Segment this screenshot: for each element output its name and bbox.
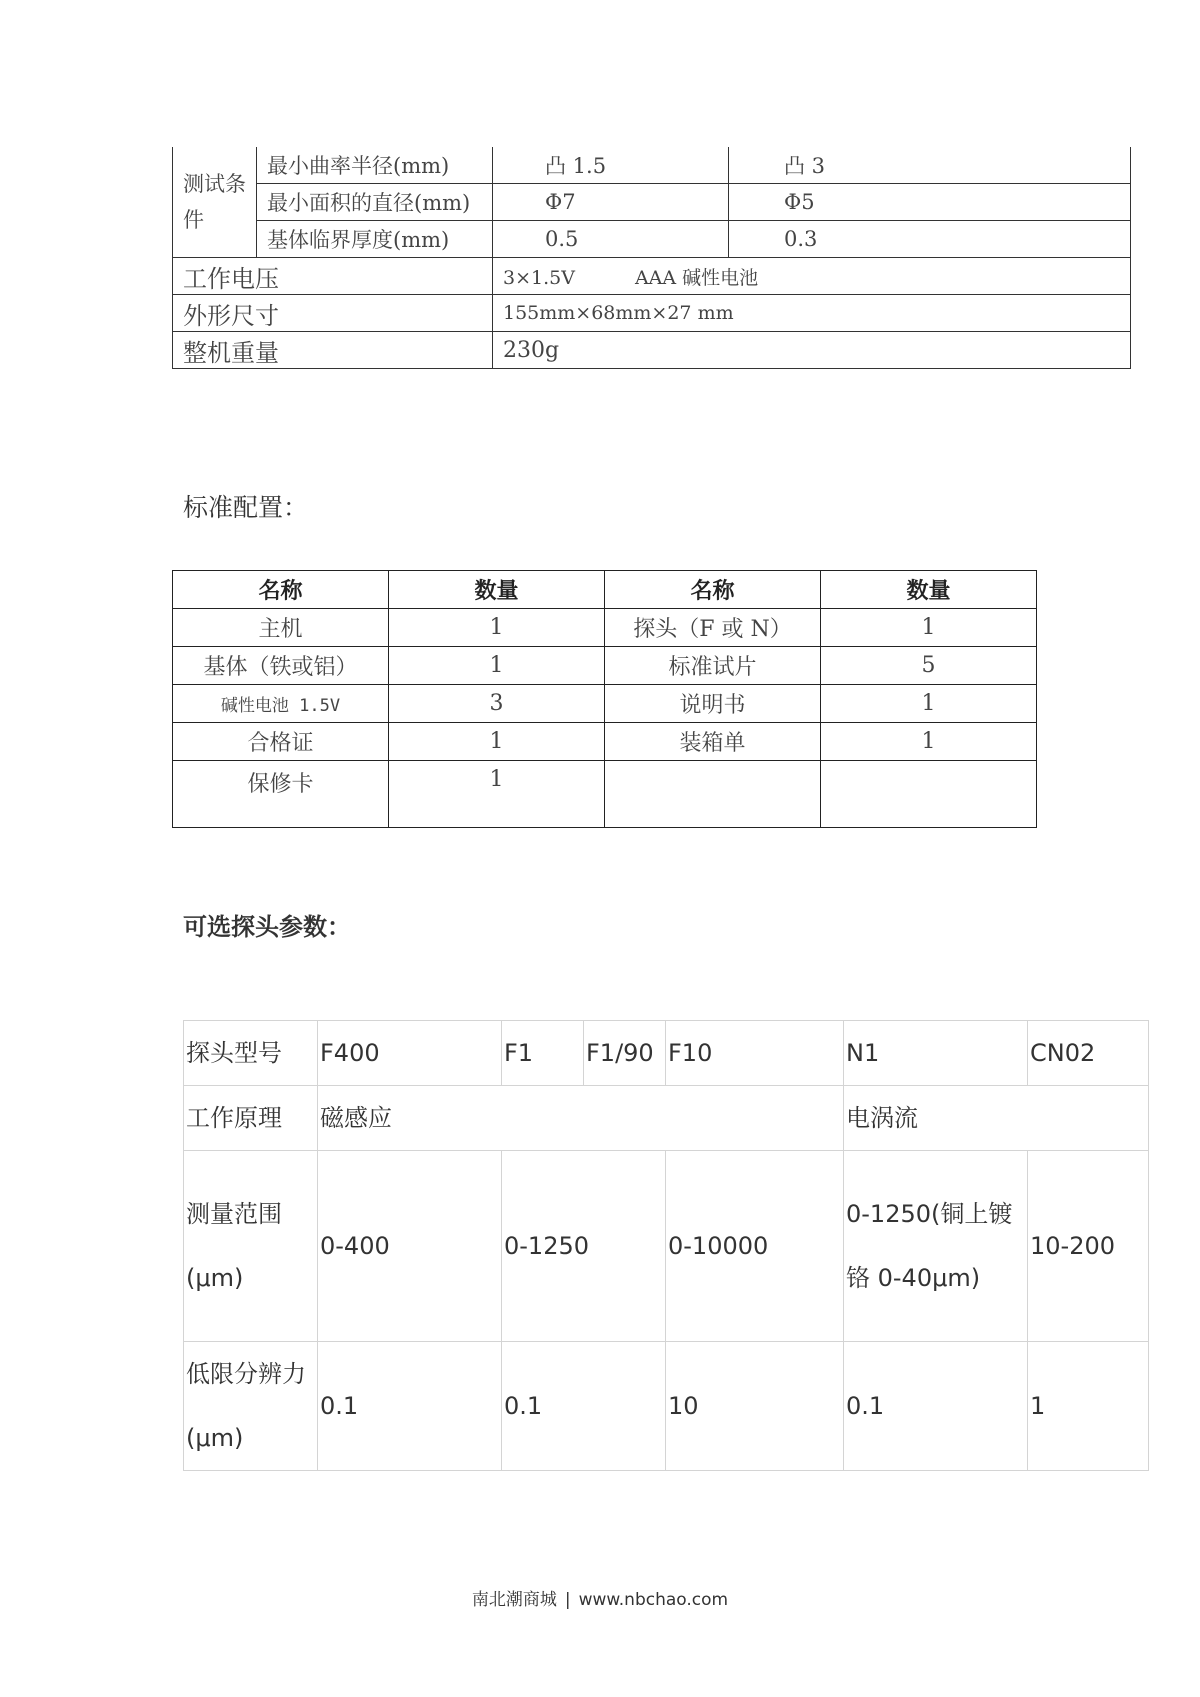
range-value: 0-1250(铜上镀铬 0-40μm)	[844, 1151, 1028, 1342]
item-name: 基体（铁或铝）	[173, 647, 389, 685]
resolution-value: 0.1	[502, 1342, 666, 1471]
spec-value: Φ7	[493, 184, 729, 221]
range-value: 0-400	[318, 1151, 502, 1342]
resolution-value: 0.1	[318, 1342, 502, 1471]
range-value: 0-1250	[502, 1151, 666, 1342]
table-row	[184, 1151, 1149, 1342]
table-row	[184, 1021, 1149, 1086]
footer-site-name: 南北潮商城	[471, 1590, 557, 1610]
item-name: 保修卡	[173, 761, 389, 828]
item-qty: 5	[821, 647, 1037, 685]
item-name: 主机	[173, 609, 389, 647]
table-row	[173, 723, 1037, 761]
probe-params-table	[183, 1020, 1149, 1471]
table-row	[173, 258, 1131, 295]
footer-separator: |	[564, 1590, 571, 1610]
weight-value: 230g	[493, 332, 1131, 369]
range-label: 测量范围(μm)	[184, 1151, 318, 1342]
item-qty: 1	[389, 609, 605, 647]
voltage-value	[493, 258, 1131, 295]
table-row	[173, 685, 1037, 723]
probe-params-heading: 可选探头参数：	[183, 913, 351, 941]
table-row	[173, 147, 1131, 184]
item-name	[605, 761, 821, 828]
table-row	[173, 609, 1037, 647]
item-name: 合格证	[173, 723, 389, 761]
table-row	[184, 1086, 1149, 1151]
spec-value: 凸 3	[729, 147, 1131, 184]
column-header: 数量	[821, 571, 1037, 609]
spec-table	[172, 147, 1131, 369]
item-qty	[821, 761, 1037, 828]
footer	[0, 1585, 1200, 1610]
probe-model: F1/90	[584, 1021, 666, 1086]
range-value: 10-200	[1028, 1151, 1149, 1342]
item-qty: 1	[821, 609, 1037, 647]
item-name: 说明书	[605, 685, 821, 723]
table-header-row	[173, 571, 1037, 609]
column-header: 名称	[605, 571, 821, 609]
item-qty: 1	[389, 723, 605, 761]
voltage-label: 工作电压	[173, 258, 493, 295]
model-label: 探头型号	[184, 1021, 318, 1086]
resolution-label: 低限分辨力(μm)	[184, 1342, 318, 1471]
item-name: 标准试片	[605, 647, 821, 685]
voltage-battery-text: AAA 碱性电池	[634, 266, 759, 289]
spec-value: 凸 1.5	[493, 147, 729, 184]
voltage-value-text: 3×1.5V	[503, 266, 575, 289]
item-qty: 1	[389, 647, 605, 685]
column-header: 数量	[389, 571, 605, 609]
table-row	[173, 332, 1131, 369]
item-name: 探头（F 或 N）	[605, 609, 821, 647]
standard-config-table	[172, 570, 1037, 828]
item-qty: 1	[821, 685, 1037, 723]
spec-value: 0.3	[729, 221, 1131, 258]
item-qty: 1	[389, 761, 605, 828]
dimensions-label: 外形尺寸	[173, 295, 493, 332]
range-value: 0-10000	[666, 1151, 844, 1342]
item-name: 装箱单	[605, 723, 821, 761]
resolution-value: 0.1	[844, 1342, 1028, 1471]
resolution-value: 1	[1028, 1342, 1149, 1471]
spec-value: Φ5	[729, 184, 1131, 221]
dimensions-value: 155mm×68mm×27 mm	[493, 295, 1131, 332]
spec-label: 最小曲率半径(mm)	[257, 147, 493, 184]
principle-label: 工作原理	[184, 1086, 318, 1151]
probe-model: F1	[502, 1021, 584, 1086]
probe-model: N1	[844, 1021, 1028, 1086]
probe-model: F400	[318, 1021, 502, 1086]
item-qty: 3	[389, 685, 605, 723]
principle-eddy: 电涡流	[844, 1086, 1149, 1151]
table-row	[173, 647, 1037, 685]
table-row	[184, 1342, 1149, 1471]
table-row	[173, 221, 1131, 258]
spec-value: 0.5	[493, 221, 729, 258]
item-name: 碱性电池 1.5V	[173, 685, 389, 723]
test-conditions-label: 测试条件	[173, 147, 257, 258]
weight-label: 整机重量	[173, 332, 493, 369]
principle-magnetic: 磁感应	[318, 1086, 844, 1151]
probe-model: F10	[666, 1021, 844, 1086]
probe-model: CN02	[1028, 1021, 1149, 1086]
table-row	[173, 761, 1037, 828]
item-qty: 1	[821, 723, 1037, 761]
spec-label: 基体临界厚度(mm)	[257, 221, 493, 258]
standard-config-heading: 标准配置：	[183, 493, 309, 522]
table-row	[173, 295, 1131, 332]
table-row	[173, 184, 1131, 221]
column-header: 名称	[173, 571, 389, 609]
footer-url[interactable]: www.nbchao.com	[578, 1590, 729, 1610]
resolution-value: 10	[666, 1342, 844, 1471]
spec-label: 最小面积的直径(mm)	[257, 184, 493, 221]
